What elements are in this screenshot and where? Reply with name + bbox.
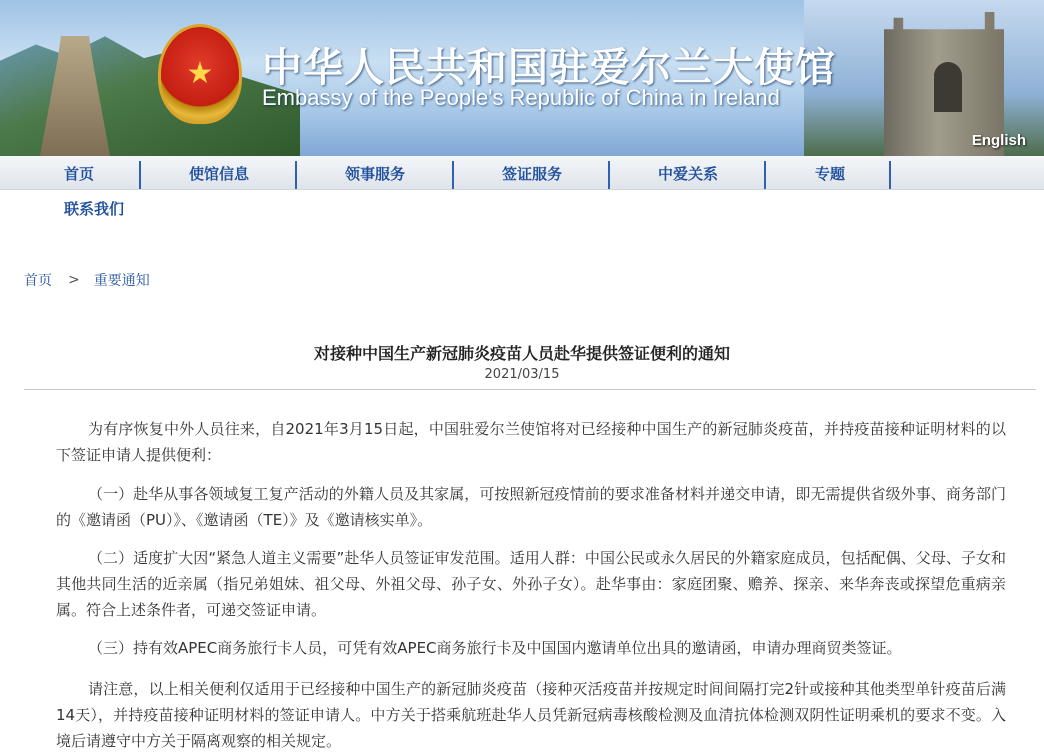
chevron-right-icon: > <box>68 272 80 288</box>
header-banner <box>0 0 1044 156</box>
article-title: 对接种中国生产新冠肺炎疫苗人员赴华提供签证便利的通知 <box>313 344 730 363</box>
title-divider <box>24 389 1036 390</box>
nav-separator <box>889 161 891 189</box>
breadcrumb-current-link[interactable]: 重要通知 <box>93 273 150 289</box>
castle-door <box>934 62 962 112</box>
breadcrumb <box>24 270 150 290</box>
emblem-star-icon: ★ <box>186 56 214 91</box>
national-emblem-icon <box>158 24 242 124</box>
breadcrumb-home-link[interactable]: 首页 <box>24 273 52 289</box>
nav-item-consular-services[interactable]: 领事服务 <box>344 164 405 183</box>
nav-item-visa-services[interactable]: 签证服务 <box>501 164 562 183</box>
nav-item-embassy-info[interactable]: 使馆信息 <box>188 164 249 183</box>
article-paragraph-item-1: （一）赴华从事各领域复工复产活动的外籍人员及其家属，可按照新冠疫情前的要求准备材料并递交申请，即无需提供省级外事、商务部门的《邀请函（PU）》、《邀请函（TE）》及《邀请核实单》。 <box>56 485 1006 529</box>
site-title-chinese: 中华人民共和国驻爱尔兰大使馆 <box>262 45 836 91</box>
nav-item-china-ireland-relations[interactable]: 中爱关系 <box>657 164 718 183</box>
article-paragraph-intro: 为有序恢复中外人员往来，自2021年3月15日起，中国驻爱尔兰使馆将对已经接种中国生产的新冠肺炎疫苗，并持疫苗接种证明材料的以下签证申请人提供便利： <box>56 420 1006 464</box>
article-paragraph-notice: 请注意，以上相关便利仅适用于已经接种中国生产的新冠肺炎疫苗（接种灭活疫苗并按规定时间间隔打完2针或接种其他类型单针疫苗后满14天），并持疫苗接种证明材料的签证申请人。中方关于搭乘航班赴华人员凭新冠病毒核酸检测及血清抗体检测双阴性证明乘机的要求不变。入境后请遵守中方关于隔离观察的相关规定。 <box>56 680 1006 750</box>
article-date: 2021/03/15 <box>484 367 560 382</box>
site-title-english: Embassy of the People's Republic of China in Ireland <box>262 85 780 110</box>
nav-item-topics[interactable]: 专题 <box>814 164 845 183</box>
nav-item-contact-us[interactable]: 联系我们 <box>64 200 125 218</box>
english-language-link[interactable]: English <box>971 132 1026 149</box>
article-paragraph-item-2: （二）适度扩大因“紧急人道主义需要”赴华人员签证审发范围。适用人群：中国公民或永久居民的外籍家庭成员，包括配偶、父母、子女和其他共同生活的近亲属（指兄弟姐妹、祖父母、外祖父母、孙子女、外孙子女）。赴华事由：家庭团聚、赡养、探亲、来华奔丧或探望危重病亲属。符合上述条件者，可递交签证申请。 <box>56 549 1006 619</box>
main-navigation <box>0 156 1044 190</box>
article-paragraph-item-3: （三）持有效APEC商务旅行卡人员，可凭有效APEC商务旅行卡及中国国内邀请单位出具的邀请函，申请办理商贸类签证。 <box>88 639 902 657</box>
nav-item-home[interactable]: 首页 <box>64 164 95 183</box>
